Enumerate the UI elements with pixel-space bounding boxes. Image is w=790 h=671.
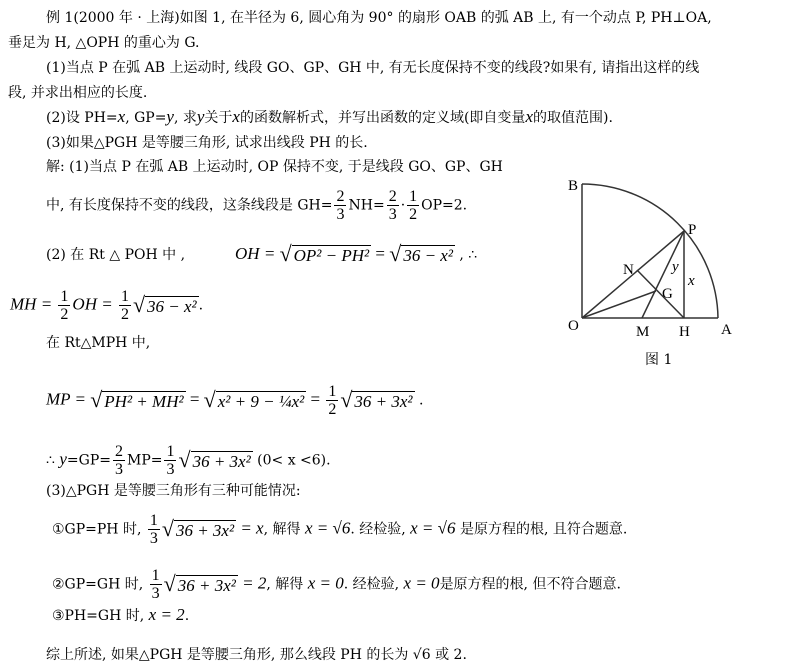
text: =GP= [66,452,111,469]
math: = x [236,518,264,538]
label-p: P [688,222,697,238]
var: x [232,107,240,126]
fraction [326,383,338,418]
solution-7: (3)△PGH 是等腰三角形有三种可能情况: [46,483,301,499]
num: 1 [151,567,160,584]
conclusion: 综上所述, 如果△PGH 是等腰三角形, 那么线段 PH 的长为 √6 或 2. [46,647,467,663]
label-o: O [568,318,579,334]
question-1a: (1)当点 P 在弧 AB 上运动时, 线段 GO、GP、GH 中, 有无长度保持不变的线段?如果有, 请指出这样的线 [46,60,700,76]
label-n: N [623,262,634,278]
sqrt: √ 36 − x² [389,241,453,266]
math: = 2 [237,573,267,593]
var: x [525,107,533,126]
therefore: ∴ [46,452,60,469]
sqrt: √ OP² − PH² [279,241,370,266]
text: . 经检验, [350,521,411,538]
num: 2 [114,443,123,460]
period: . [198,297,204,314]
label-a: A [721,322,732,338]
equals: = [371,244,390,263]
text: ③PH=GH 时, [52,608,149,624]
math: x = √6 [304,518,351,538]
den: 3 [114,461,123,478]
solution-1a: 解: (1)当点 P 在弧 AB 上运动时, OP 保持不变, 于是线段 GO、GP、GH [46,159,503,175]
text: NH= [348,197,385,214]
num: 1 [60,288,69,305]
den: 2 [328,401,337,418]
text: 是原方程的根, 但不符合题意. [439,576,621,593]
sqrt: √ PH² + MH² [90,386,184,412]
solution-4: 在 Rt△MPH 中, [46,335,151,351]
num: 1 [409,188,418,205]
problem-line-1: 例 1(2000 年 · 上海)如图 1, 在半径为 6, 圆心角为 90° 的扇形 OAB 的弧 AB 上, 有一个动点 P, PH⊥OA, [46,10,712,26]
math: MP = [46,389,91,409]
label-g: G [662,286,673,302]
num: 2 [388,188,397,205]
case-2 [52,567,621,602]
question-2 [46,107,613,128]
den: 2 [120,306,129,323]
num: 2 [336,188,345,205]
text: (2)设 PH= [46,110,118,126]
label-y: y [672,259,679,275]
label-b: B [568,178,579,194]
fraction [148,512,160,547]
sqrt: √ x² + 9 − ¼x² [203,386,305,412]
text: MP= [126,452,163,469]
label-x: x [688,273,695,289]
den: 3 [149,530,158,547]
solution-1b: 中, 有长度保持不变的线段，这条线段是 GH= $\frac{2}{3}$ NH= $\frac{2}{3}$ · $\frac{1}{2}$ OP=2. [46,188,468,223]
num: 1 [120,288,129,305]
period: . [414,392,424,409]
text: , 解得 [266,576,308,593]
sqrt: √ 36 + 3x² [163,570,236,596]
problem-line-2: 垂足为 H, △OPH 的重心为 G. [8,35,200,51]
text: ①GP=PH 时, [52,521,146,538]
den: 2 [60,306,69,323]
text: 中, 有长度保持不变的线段，这条线段是 GH= [46,197,333,214]
question-1b: 段, 并求出相应的长度. [8,85,148,101]
text: . 经检验, [343,576,404,593]
num: 1 [328,383,337,400]
text: 的函数解析式，并写出函数的定义域(即自变量 [239,110,526,126]
fraction [58,288,70,323]
text: (2) 在 Rt △ POH 中 , [46,247,186,263]
segment-og [582,291,656,318]
sqrt: √ 36 + 3x² [161,515,235,541]
math: x = 2 [148,605,185,624]
question-3: (3)如果△PGH 是等腰三角形, 试求出线段 PH 的长. [46,135,368,151]
math: MH = [10,294,57,314]
text: ②GP=GH 时, [52,576,148,593]
sqrt: √ 36 + 3x² [178,446,251,472]
math: x = √6 [410,518,456,538]
text: , 求 [173,110,197,126]
solution-2 [46,241,478,266]
var: y [166,107,174,126]
arc-ab [582,184,718,318]
fraction [119,288,131,323]
equals: = [185,389,204,409]
num: 1 [166,443,175,460]
sqrt: √ 36 − x² [132,291,197,317]
fraction [164,443,176,478]
var: y [59,449,67,469]
label-h: H [679,324,690,340]
math: x = 0 [307,573,344,593]
den: 3 [336,206,345,223]
domain: (0< x <6). [252,452,331,469]
segment-nh [637,270,684,318]
den: 3 [151,585,160,602]
num: 1 [149,512,158,529]
fraction [407,188,419,223]
case-1 [52,512,627,547]
den: 3 [166,461,175,478]
fraction [387,188,399,223]
math: OH = [72,294,117,314]
text: 关于 [204,110,233,126]
solution-3 [10,288,203,323]
sqrt: √ 36 + 3x² [340,386,413,412]
fraction [150,567,162,602]
var: y [196,107,205,126]
math: x = 0 [403,573,440,593]
fraction [113,443,125,478]
text: , 解得 [263,521,305,538]
var: x [117,107,126,126]
figure-caption: 图 1 [645,352,673,368]
text: 是原方程的根, 且符合题意. [455,521,628,538]
figure-1-diagram [560,170,790,370]
period: . [184,608,190,624]
solution-5 [46,383,423,418]
math: OH = [235,244,280,263]
den: 2 [409,206,418,223]
label-m: M [636,324,650,340]
solution-6 [46,443,331,478]
text: 的取值范围). [532,110,613,126]
text: , GP= [125,110,167,126]
fraction [334,188,346,223]
text: OP=2. [421,197,468,214]
text: , ∴ [454,247,478,263]
equals: = [306,389,325,409]
den: 3 [388,206,397,223]
case-3 [52,605,189,626]
